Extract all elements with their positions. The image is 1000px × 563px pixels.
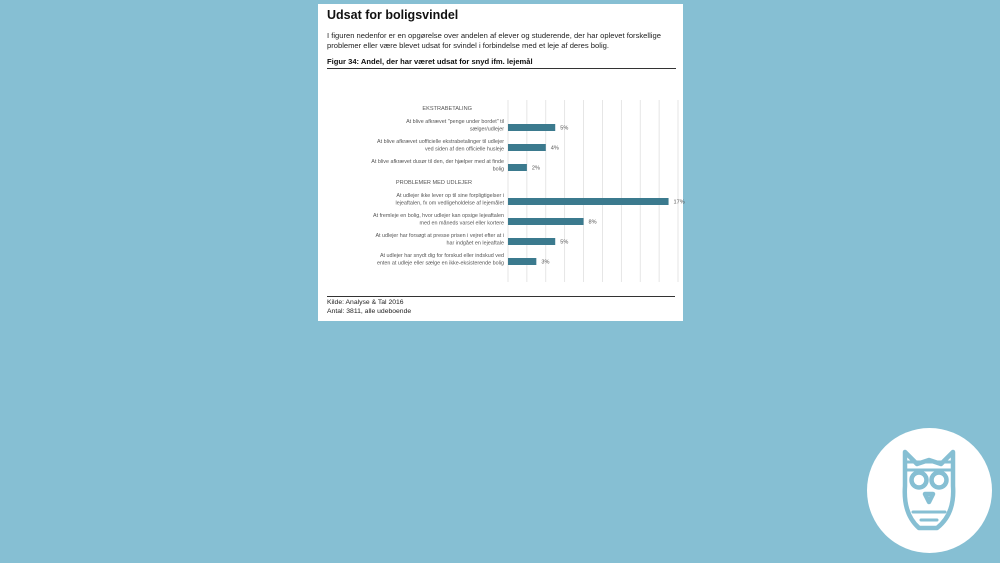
count-note: Antal: 3811, alle udeboende bbox=[327, 308, 412, 315]
data-label: 5% bbox=[560, 125, 569, 132]
data-label: 5% bbox=[560, 239, 569, 246]
category-label: lejeaftalen, fx om vedligeholdelse af lejemålet bbox=[395, 200, 504, 207]
category-label: har indgået en lejeaftale bbox=[446, 240, 504, 247]
owl-icon bbox=[867, 428, 992, 553]
bar bbox=[508, 258, 536, 265]
page-title: Udsat for boligsvindel bbox=[327, 8, 459, 22]
category-label: At blive afkrævet dusør til den, der hjælper med at finde bbox=[371, 159, 504, 165]
bar bbox=[508, 164, 527, 171]
category-label: At udlejer ikke lever op til sine forpligtigelser i bbox=[396, 193, 504, 199]
data-label: 8% bbox=[588, 219, 597, 226]
category-label: bolig bbox=[492, 166, 504, 173]
group-heading: EKSTRABETALING bbox=[422, 106, 472, 112]
category-label: sælger/udlejer bbox=[469, 126, 504, 133]
document-page bbox=[318, 4, 683, 321]
data-label: 17% bbox=[673, 199, 685, 206]
owl-logo-badge bbox=[867, 428, 992, 553]
category-label: enten at udleje eller sælge en ikke-eksisterende bolig bbox=[376, 260, 504, 267]
category-label: At udlejer har forsøgt at presse prisen i vejret efter at i bbox=[375, 233, 504, 239]
bar bbox=[508, 218, 584, 225]
bar bbox=[508, 124, 555, 131]
category-label: At fremleje en bolig, hvor udlejer kan opsige lejeaftalen bbox=[373, 213, 504, 219]
bar bbox=[508, 144, 546, 151]
category-label: At udlejer har snydt dig for forskud eller indskud ved bbox=[379, 253, 504, 259]
bar bbox=[508, 238, 555, 245]
category-label: At blive afkrævet uofficielle ekstrabetalinger til udlejer bbox=[377, 139, 504, 145]
bar-chart bbox=[318, 96, 683, 296]
group-heading: PROBLEMER MED UDLEJER bbox=[395, 180, 472, 186]
data-label: 3% bbox=[541, 259, 550, 266]
bar bbox=[508, 198, 669, 205]
intro-paragraph: I figuren nedenfor er en opgørelse over andelen af elever og studerende, der har oplevet forskellige problemer eller være blevet udsat for svindel i forbindelse med et leje af deres bolig. bbox=[327, 31, 661, 50]
data-label: 4% bbox=[550, 145, 559, 152]
category-label: med en måneds varsel eller kortere bbox=[419, 220, 504, 227]
category-label: ved siden af den officielle husleje bbox=[424, 146, 504, 153]
source-note: Kilde: Analyse & Tal 2016 bbox=[327, 299, 404, 306]
figure-title: Figur 34: Andel, der har været udsat for snyd ifm. lejemål bbox=[327, 57, 676, 69]
data-label: 2% bbox=[531, 165, 540, 172]
category-label: At blive afkrævet "penge under bordet" til bbox=[406, 119, 504, 125]
figure-footer bbox=[327, 296, 675, 316]
